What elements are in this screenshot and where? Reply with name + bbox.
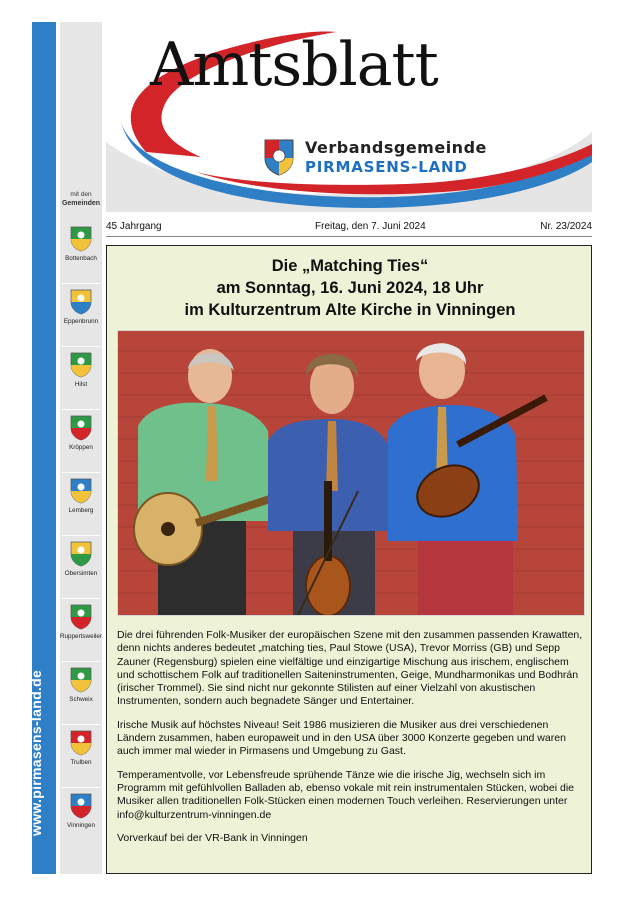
municipality-divider xyxy=(62,661,100,662)
municipality-ruppertsweiler xyxy=(60,604,102,640)
municipality-label: Kröppen xyxy=(69,444,93,451)
municipality-label: Hilst xyxy=(74,381,88,388)
sidebar-url: www.pirmasens-land.de xyxy=(28,669,44,836)
municipality-crest-icon xyxy=(70,289,92,315)
municipality-divider xyxy=(62,472,100,473)
municipality-schweix xyxy=(60,667,102,703)
issue-number: Nr. 23/2024 xyxy=(540,221,592,232)
gemeinden-heading: mit den Gemeinden xyxy=(61,191,101,207)
article-paragraph: Irische Musik auf höchstes Niveau! Seit 1986 musizieren die Musiker aus drei verschiedenen Ländern zusammen, haben europaweit und in den USA über 3000 Konzerte gegeben und waren auch immer mal wieder in Pirmasens und Umgebung zu Gast. xyxy=(117,718,566,758)
municipality-label: Schweix xyxy=(69,696,93,703)
article-paragraph: Vorverkauf bei der VR-Bank in Vinningen xyxy=(117,831,308,844)
issue-meta xyxy=(106,219,592,235)
municipality-label: Lemberg xyxy=(68,507,94,514)
municipality-label: Eppenbrunn xyxy=(63,318,99,325)
municipality-label: Ruppertsweiler xyxy=(60,633,102,640)
municipality-crest-icon xyxy=(70,478,92,504)
masthead-banner xyxy=(106,22,592,212)
municipality-hilst xyxy=(60,352,102,388)
article-headline: Die „Matching Ties“ am Sonntag, 16. Juni 2024, 18 Uhr im Kulturzentrum Alte Kirche in Vinningen xyxy=(184,257,516,319)
municipality-crest-icon xyxy=(70,667,92,693)
municipality-bottenbach xyxy=(60,226,102,262)
article-paragraph: Die drei führenden Folk-Musiker der europäischen Szene mit den zusammen passenden Krawatten, denn nichts anderes bedeutet „matching ties, Paul Stowe (USA), Trevor Morriss (GB) und Sepp Zauner (Regensburg) spielen eine vielfältige und einzigartige Mischung aus irischem, englischem und schottischem Folk auf traditionellen Saiteninstrumenten, Geige, Mundharmonikas und Bodhrán (irischer Trommel). Sie sind nicht nur gekonnte Stilisten auf einer Vielzahl von akustischen Instrumenten, sondern auch begnadete Sänger und Entertainer. xyxy=(117,629,583,708)
masthead-subtitle-1: Verbandsgemeinde xyxy=(305,138,487,157)
meta-divider xyxy=(106,236,592,237)
municipality-crest-icon xyxy=(70,730,92,756)
municipality-label: Trulben xyxy=(70,759,92,766)
jahrgang: 45 Jahrgang xyxy=(106,221,162,232)
municipality-divider xyxy=(62,787,100,788)
municipality-divider xyxy=(62,535,100,536)
municipality-label: Obersimten xyxy=(64,570,98,577)
masthead-subtitle-2: PIRMASENS-LAND xyxy=(305,158,468,176)
municipality-crest-icon xyxy=(70,226,92,252)
municipality-lemberg xyxy=(60,478,102,514)
article-body xyxy=(117,629,587,855)
vg-crest-icon xyxy=(263,138,295,176)
article-box xyxy=(106,245,592,874)
municipality-crest-icon xyxy=(70,541,92,567)
municipality-vinningen xyxy=(60,793,102,829)
masthead-title: Amtsblatt xyxy=(150,30,438,100)
article-paragraph: Temperamentvolle, vor Lebensfreude sprühende Tänze wie die irische Jig, wechseln sich im Programm mit gefühlvollen Balladen ab, ebenso vokale mit rein instrumentalen Stücken, wobei die Musiker allen traditionellen Folk-Stücken einen modernen Touch verleihen. Reservierungen unter info@kulturzentrum-vinningen.de xyxy=(117,768,574,821)
municipality-label: Bottenbach xyxy=(65,255,97,262)
sidebar-url-bar xyxy=(28,22,56,874)
band-photo xyxy=(117,330,585,616)
issue-date: Freitag, den 7. Juni 2024 xyxy=(315,221,426,232)
municipality-divider xyxy=(62,346,100,347)
municipality-crest-icon xyxy=(70,352,92,378)
municipality-divider xyxy=(62,409,100,410)
municipality-crest-icon xyxy=(70,793,92,819)
municipality-eppenbrunn xyxy=(60,289,102,325)
municipality-crest-icon xyxy=(70,415,92,441)
municipality-label: Vinningen xyxy=(67,822,95,829)
municipality-obersimten xyxy=(60,541,102,577)
municipality-divider xyxy=(62,283,100,284)
municipality-trulben xyxy=(60,730,102,766)
municipality-kröppen xyxy=(60,415,102,451)
municipality-crest-icon xyxy=(70,604,92,630)
municipality-divider xyxy=(62,724,100,725)
municipality-divider xyxy=(62,598,100,599)
